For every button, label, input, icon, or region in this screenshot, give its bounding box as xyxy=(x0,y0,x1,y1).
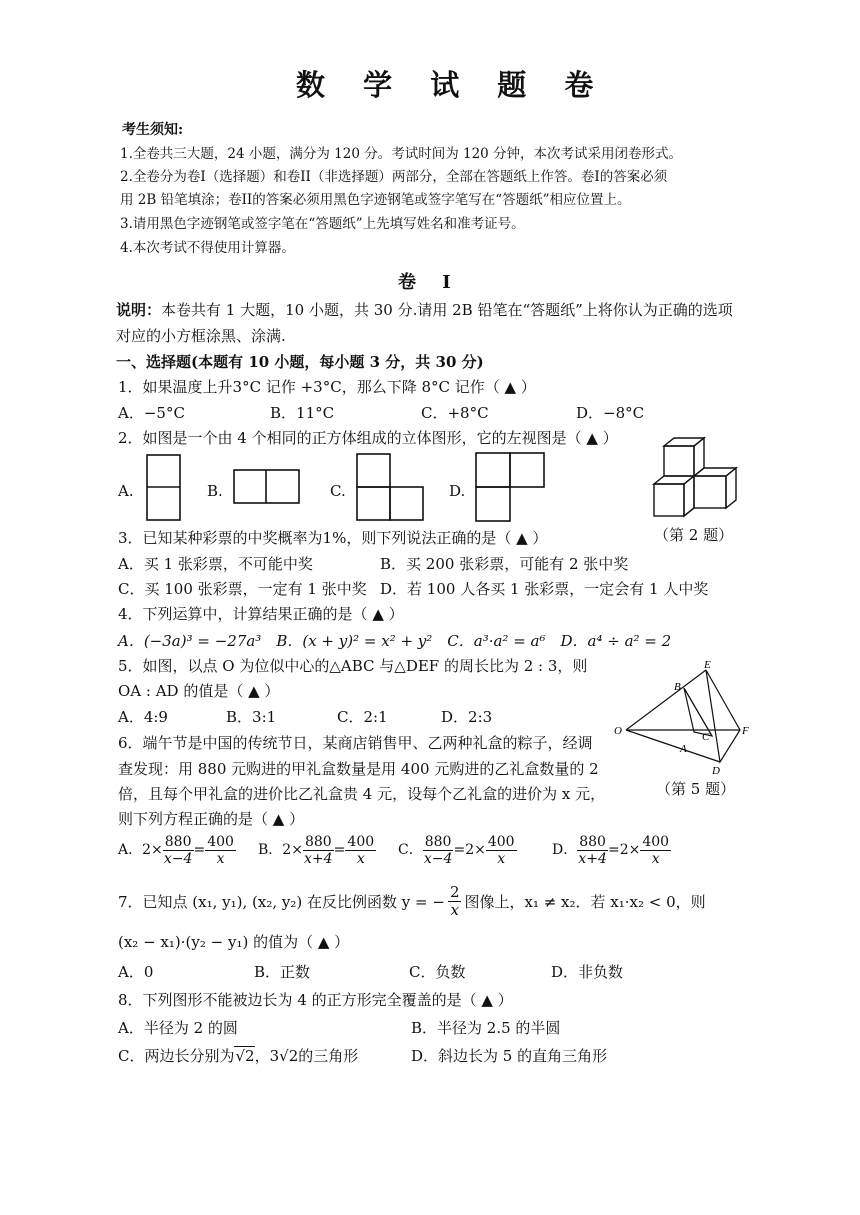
q5-option-b: B．3:1 xyxy=(226,708,277,726)
q5-option-d: D．2:3 xyxy=(441,708,493,726)
q8-option-b: B．半径为 2.5 的半圆 xyxy=(411,1019,561,1037)
q1-option-c: C．+8°C xyxy=(421,404,489,422)
page-title: 数 学 试 题 卷 xyxy=(296,68,608,102)
q5-label-c: C xyxy=(702,731,710,743)
q7-stem-line1: 7．已知点 (x₁, y₁), (x₂, y₂) 在反比例函数 y = − $\frac{2}{x}$ 图像上，x₁ ≠ x₂．若 x₁·x₂ < 0，则 xyxy=(118,883,706,920)
notice-heading: 考生须知: xyxy=(122,122,184,138)
notice-item: 4.本次考试不得使用计算器。 xyxy=(120,240,295,256)
q8-stem: 8．下列图形不能被边长为 4 的正方形完全覆盖的是（ ▲ ） xyxy=(118,991,513,1009)
q6-line: 倍，且每个甲礼盒的进价比乙礼盒贵 4 元，设每个乙礼盒的进价为 x 元， xyxy=(118,785,606,803)
q5-option-c: C．2:1 xyxy=(337,708,388,726)
q2-option-d-figure xyxy=(475,452,545,522)
notice-item: 3.请用黑色字迹钢笔或签字笔在“答题纸”上先填写姓名和准考证号。 xyxy=(120,216,525,232)
q2-solid-figure xyxy=(646,436,760,522)
q5-label-b: B xyxy=(674,681,681,693)
q1-option-b: B．11°C xyxy=(270,404,335,422)
q6-option-d: D． $\frac{880}{x+4}$ =2× $\frac{400}{x}$ xyxy=(552,834,670,868)
q8-option-d: D．斜边长为 5 的直角三角形 xyxy=(411,1047,608,1065)
q2-option-a: A. xyxy=(118,482,134,500)
q4-options: A．(−3a)³ = −27a³ B．(x + y)² = x² + y² C．a³·a² = a⁶ D．a⁴ ÷ a² = 2 xyxy=(118,632,672,650)
q2-option-d: D. xyxy=(449,482,466,500)
q7-option-c: C．负数 xyxy=(409,963,466,981)
instructions-line1 xyxy=(116,301,733,319)
instructions-line2: 对应的小方框涂黑、涂满. xyxy=(116,327,286,345)
q2-option-a-figure xyxy=(146,454,182,522)
q2-option-c-figure xyxy=(356,453,424,521)
q7-stem-line2: (x₂ − x₁)·(y₂ − y₁) 的值为（ ▲ ） xyxy=(118,933,350,951)
q2-option-c: C. xyxy=(330,482,346,500)
q1-option-a: A．−5°C xyxy=(118,404,185,422)
instructions-label: 说明： xyxy=(116,301,162,319)
q5-caption: （第 5 题） xyxy=(656,780,736,798)
q8-option-a: A．半径为 2 的圆 xyxy=(118,1019,238,1037)
q3-option-b: B．买 200 张彩票，可能有 2 张中奖 xyxy=(380,555,629,573)
q5-label-o: O xyxy=(614,725,622,737)
q8-sqrt2: √2 xyxy=(235,1047,255,1065)
q8-option-c: C．两边长分别为√2，3√2的三角形 xyxy=(118,1047,359,1065)
q7-option-a: A．0 xyxy=(118,963,154,981)
notice-item: 1.全卷共三大题，24 小题，满分为 120 分。考试时间为 120 分钟，本次考试采用闭卷形式。 xyxy=(120,146,683,162)
q5-label-e: E xyxy=(704,660,711,671)
q2-stem: 2．如图是一个由 4 个相同的正方体组成的立体图形，它的左视图是（ ▲ ） xyxy=(118,429,618,447)
q2-option-b-figure xyxy=(233,469,301,505)
q5-label-f: F xyxy=(742,725,749,737)
q1-stem: 1．如果温度上升3°C 记作 +3°C，那么下降 8°C 记作（ ▲ ） xyxy=(118,378,536,396)
q2-caption: （第 2 题） xyxy=(654,526,734,544)
q7-option-b: B．正数 xyxy=(254,963,311,981)
q1-option-d: D．−8°C xyxy=(576,404,645,422)
q3-stem: 3．已知某种彩票的中奖概率为1%，则下列说法正确的是（ ▲ ） xyxy=(118,529,548,547)
q2-option-b: B. xyxy=(207,482,223,500)
q4-stem: 4．下列运算中，计算结果正确的是（ ▲ ） xyxy=(118,605,404,623)
q6-option-a: A．2× $\frac{880}{x-4}$ = $\frac{400}{x}$ xyxy=(118,834,234,868)
q5-similar-triangles-figure xyxy=(612,660,756,780)
q3-option-d: D．若 100 人各买 1 张彩票，一定会有 1 人中奖 xyxy=(380,580,709,598)
q6-line: 则下列方程正确的是（ ▲ ） xyxy=(118,810,305,828)
volume-title: 卷 I xyxy=(398,272,461,293)
section-title: 一、选择题(本题有 10 小题，每小题 3 分，共 30 分) xyxy=(116,353,484,371)
q5-label-d: D xyxy=(712,765,720,777)
q6-line: 查发现：用 880 元购进的甲礼盒数量是用 400 元购进的乙礼盒数量的 2 xyxy=(118,760,599,778)
q5-stem-line2: OA : AD 的值是（ ▲ ） xyxy=(118,682,280,700)
q8-3sqrt2: 3√2 xyxy=(269,1047,299,1065)
q5-stem-line1: 5．如图，以点 O 为位似中心的△ABC 与△DEF 的周长比为 2 : 3，则 xyxy=(118,657,588,675)
q6-line: 6．端午节是中国的传统节日，某商店销售甲、乙两种礼盒的粽子，经调 xyxy=(118,734,593,752)
notice-item: 2.全卷分为卷I（选择题）和卷II（非选择题）两部分，全部在答题纸上作答。卷I的答案必须 xyxy=(120,169,668,185)
q5-option-a: A．4:9 xyxy=(118,708,168,726)
instructions-text: 本卷共有 1 大题，10 小题，共 30 分.请用 2B 铅笔在“答题纸”上将你认为正确的选项 xyxy=(161,301,733,319)
q3-option-a: A．买 1 张彩票，不可能中奖 xyxy=(118,555,313,573)
q3-option-c: C．买 100 张彩票，一定有 1 张中奖 xyxy=(118,580,367,598)
q6-option-b: B．2× $\frac{880}{x+4}$ = $\frac{400}{x}$ xyxy=(258,834,375,868)
q7-option-d: D．非负数 xyxy=(551,963,624,981)
q5-label-a: A xyxy=(680,743,687,755)
notice-item: 用 2B 铅笔填涂；卷II的答案必须用黑色字迹钢笔或签字笔写在“答题纸”相应位置上。 xyxy=(120,192,631,208)
q6-option-c: C． $\frac{880}{x-4}$ =2× $\frac{400}{x}$ xyxy=(398,834,515,868)
